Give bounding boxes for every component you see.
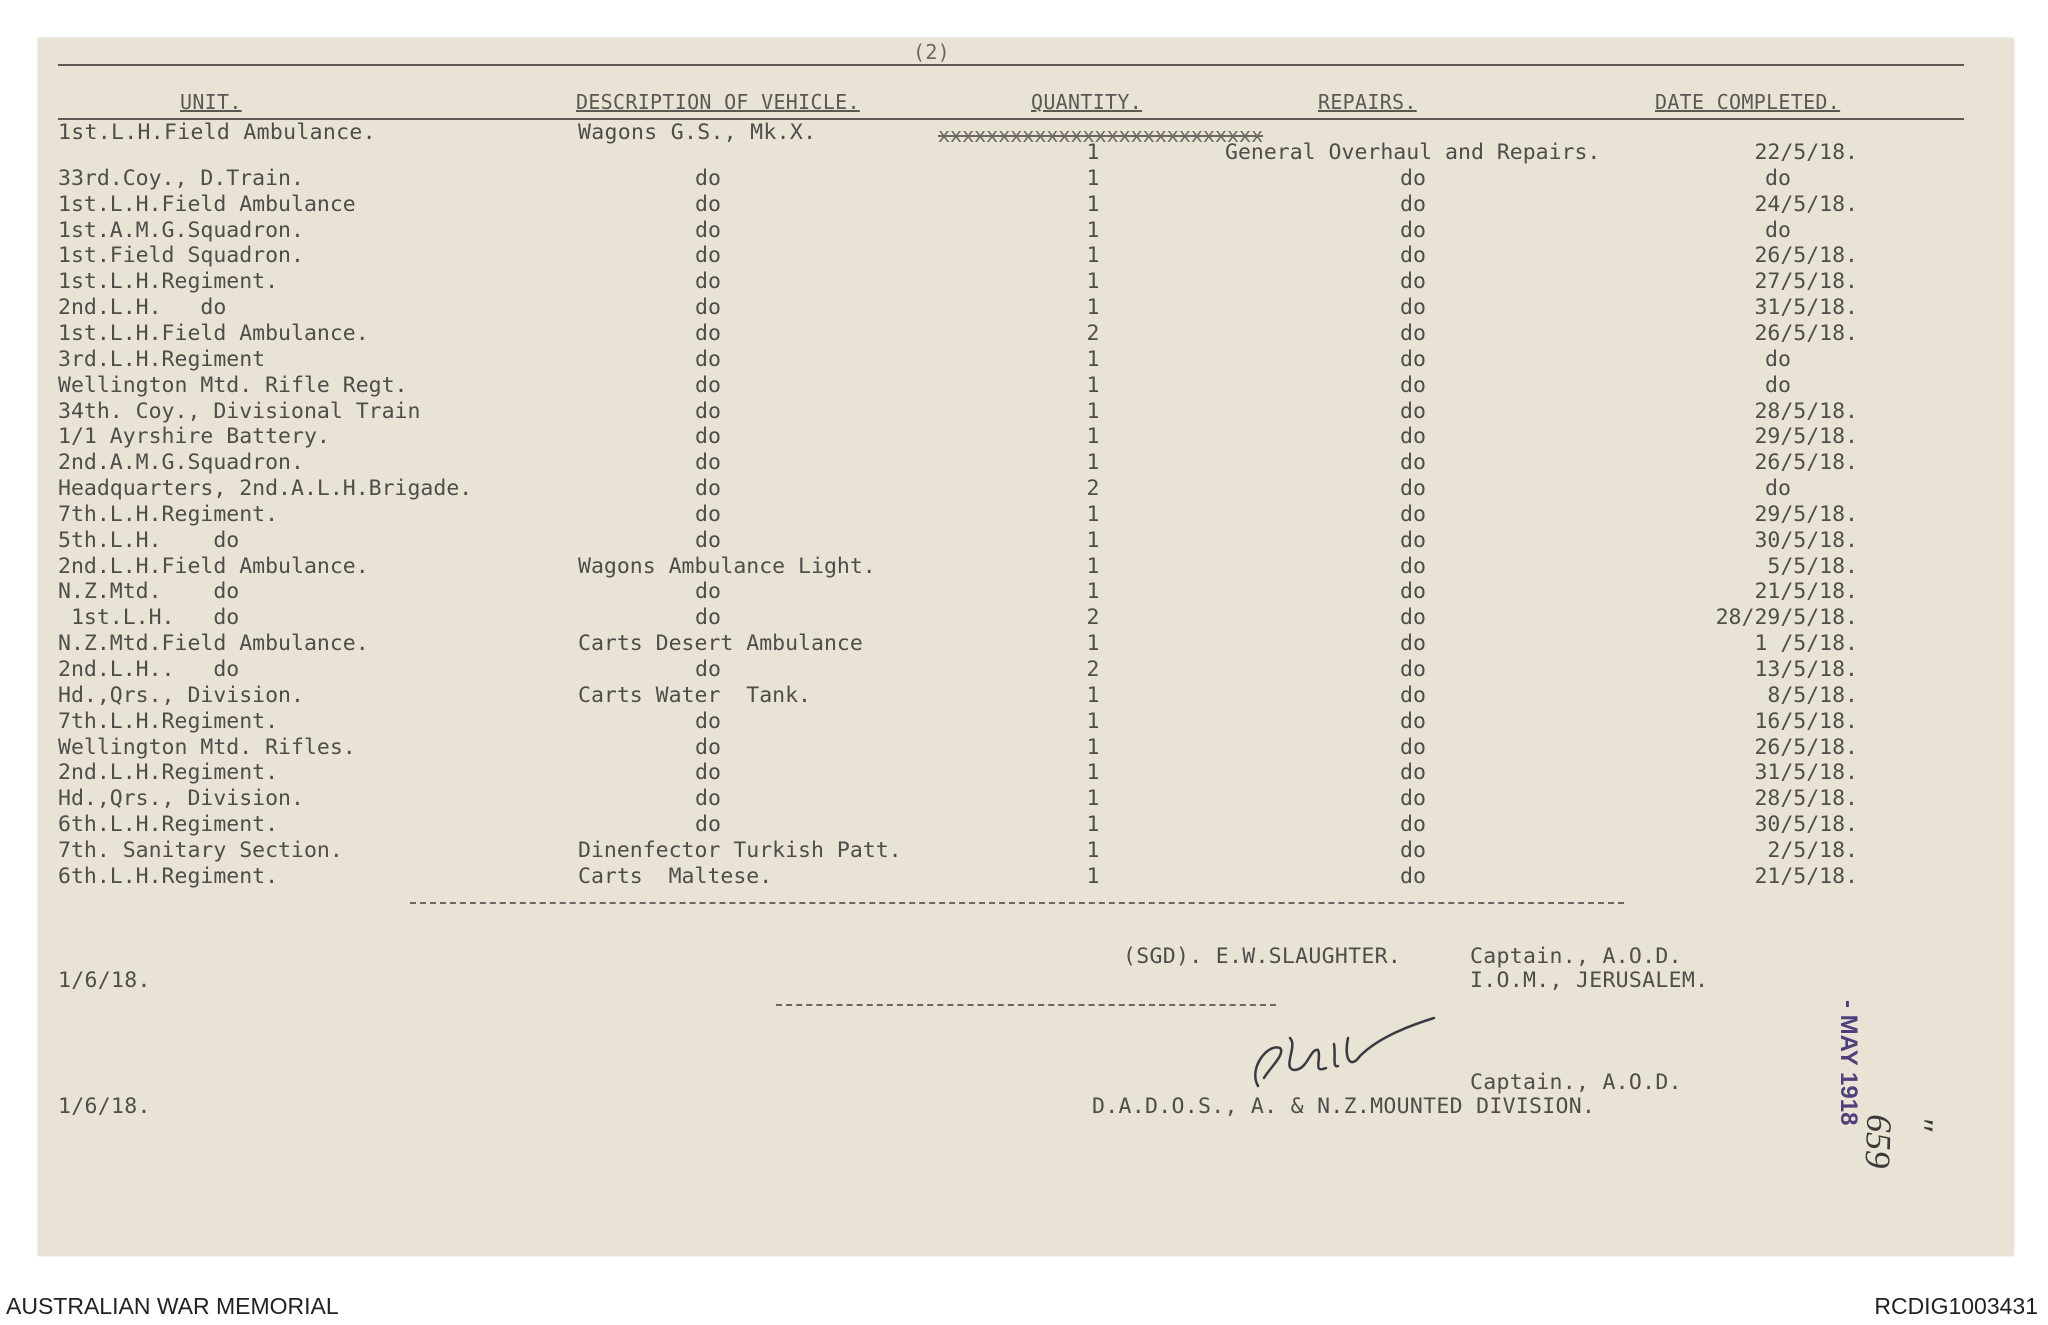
signoff2-office: D.A.D.O.S., A. & N.Z.MOUNTED DIVISION.	[1092, 1094, 1596, 1119]
repairs-cell: do	[1400, 502, 1426, 527]
unit-cell: Wellington Mtd. Rifle Regt.	[58, 373, 408, 398]
table-row	[38, 424, 2014, 450]
repairs-cell: do	[1400, 424, 1426, 449]
first-row-description: Wagons G.S., Mk.X.	[578, 120, 817, 145]
unit-cell: Wellington Mtd. Rifles.	[58, 735, 356, 760]
unit-cell: 2nd.L.H.Field Ambulance.	[58, 554, 369, 579]
repairs-cell: do	[1400, 399, 1426, 424]
date-cell: 21/5/18.	[1754, 864, 1858, 889]
date-cell: 26/5/18.	[1754, 735, 1858, 760]
unit-cell: 1st.L.H. do	[58, 605, 240, 630]
repairs-cell: do	[1400, 709, 1426, 734]
date-cell: do	[1765, 218, 1791, 243]
description-cell: do	[695, 373, 721, 398]
unit-cell: 1st.L.H.Field Ambulance.	[58, 321, 369, 346]
unit-cell: 1st.A.M.G.Squadron.	[58, 218, 304, 243]
unit-cell: 5th.L.H. do	[58, 528, 240, 553]
quantity-cell: 1	[1086, 838, 1100, 863]
table-row	[38, 683, 2014, 709]
header-unit: UNIT.	[180, 90, 242, 114]
description-cell: do	[695, 243, 721, 268]
signoff2-date: 1/6/18.	[58, 1094, 151, 1119]
struck-through-text: xxxxxxxxxxxxxxxxxxxxxxxxxxx	[938, 123, 1264, 147]
signoff2-rank: Captain., A.O.D.	[1470, 1070, 1682, 1095]
date-cell: 21/5/18.	[1754, 579, 1858, 604]
date-cell: 16/5/18.	[1754, 709, 1858, 734]
table-row	[38, 709, 2014, 735]
signoff1-office: I.O.M., JERUSALEM.	[1470, 968, 1709, 993]
unit-cell: 1st.L.H.Field Ambulance	[58, 192, 356, 217]
date-cell: 26/5/18.	[1754, 243, 1858, 268]
quantity-cell: 1	[1086, 192, 1100, 217]
description-cell: do	[695, 502, 721, 527]
date-cell: do	[1765, 166, 1791, 191]
table-row	[38, 502, 2014, 528]
repairs-cell: General Overhaul and Repairs.	[1225, 140, 1601, 165]
date-cell: 24/5/18.	[1754, 192, 1858, 217]
repairs-cell: do	[1400, 476, 1426, 501]
date-cell: 26/5/18.	[1754, 450, 1858, 475]
repairs-cell: do	[1400, 735, 1426, 760]
table-row	[38, 321, 2014, 347]
quantity-cell: 1	[1086, 166, 1100, 191]
description-cell: do	[695, 192, 721, 217]
date-cell: 2/5/18.	[1767, 838, 1858, 863]
date-cell: 28/5/18.	[1754, 399, 1858, 424]
unit-cell: N.Z.Mtd. do	[58, 579, 240, 604]
table-row	[38, 864, 2014, 890]
repairs-cell: do	[1400, 554, 1426, 579]
quantity-cell: 2	[1086, 657, 1100, 682]
quantity-cell: 2	[1086, 476, 1100, 501]
quantity-cell: 1	[1086, 347, 1100, 372]
table-row	[38, 554, 2014, 580]
quantity-cell: 1	[1086, 579, 1100, 604]
quantity-cell: 2	[1086, 605, 1100, 630]
description-cell: do	[695, 321, 721, 346]
unit-cell: Hd.,Qrs., Division.	[58, 786, 304, 811]
table-row	[38, 528, 2014, 554]
quantity-cell: 1	[1086, 735, 1100, 760]
description-cell: do	[695, 476, 721, 501]
repairs-cell: do	[1400, 605, 1426, 630]
description-cell: Dinenfector Turkish Patt.	[578, 838, 902, 863]
quantity-cell: 1	[1086, 760, 1100, 785]
date-cell: 29/5/18.	[1754, 424, 1858, 449]
repairs-cell: do	[1400, 269, 1426, 294]
description-cell: do	[695, 399, 721, 424]
description-cell: Carts Desert Ambulance	[578, 631, 863, 656]
description-cell: do	[695, 605, 721, 630]
table-row	[38, 812, 2014, 838]
description-cell: do	[695, 735, 721, 760]
description-cell: do	[695, 295, 721, 320]
table-row	[38, 399, 2014, 425]
header-quantity: QUANTITY.	[1031, 90, 1143, 114]
unit-cell: 2nd.L.H. do	[58, 295, 227, 320]
header-repairs: REPAIRS.	[1318, 90, 1417, 114]
table-row	[38, 605, 2014, 631]
table-row	[38, 657, 2014, 683]
table-row	[38, 295, 2014, 321]
quantity-cell: 1	[1086, 399, 1100, 424]
table-row	[38, 579, 2014, 605]
repairs-cell: do	[1400, 864, 1426, 889]
unit-cell: 33rd.Coy., D.Train.	[58, 166, 304, 191]
table-row	[38, 631, 2014, 657]
unit-cell: 2nd.A.M.G.Squadron.	[58, 450, 304, 475]
document-sheet	[38, 38, 2014, 1256]
quantity-cell: 1	[1086, 450, 1100, 475]
footer-left: AUSTRALIAN WAR MEMORIAL	[6, 1293, 339, 1319]
repairs-cell: do	[1400, 528, 1426, 553]
repairs-cell: do	[1400, 347, 1426, 372]
repairs-cell: do	[1400, 579, 1426, 604]
table-row	[38, 450, 2014, 476]
quantity-cell: 1	[1086, 502, 1100, 527]
table-row	[38, 243, 2014, 269]
quantity-cell: 1	[1086, 140, 1100, 165]
signoff1-rank: Captain., A.O.D.	[1470, 944, 1682, 969]
quantity-cell: 1	[1086, 631, 1100, 656]
date-cell: do	[1765, 373, 1791, 398]
description-cell: Carts Maltese.	[578, 864, 773, 889]
quantity-cell: 2	[1086, 321, 1100, 346]
date-cell: 27/5/18.	[1754, 269, 1858, 294]
table-row	[38, 218, 2014, 244]
quantity-cell: 1	[1086, 528, 1100, 553]
table-end-rule	[410, 902, 1624, 904]
description-cell: Carts Water Tank.	[578, 683, 811, 708]
quantity-cell: 1	[1086, 786, 1100, 811]
repairs-cell: do	[1400, 838, 1426, 863]
unit-cell: 6th.L.H.Regiment.	[58, 812, 279, 837]
repairs-cell: do	[1400, 683, 1426, 708]
date-cell: 1 /5/18.	[1754, 631, 1858, 656]
unit-cell: 3rd.L.H.Regiment	[58, 347, 266, 372]
repairs-cell: do	[1400, 295, 1426, 320]
description-cell: do	[695, 450, 721, 475]
top-rule	[58, 64, 1964, 66]
unit-cell: 2nd.L.H.Regiment.	[58, 760, 279, 785]
quantity-cell: 1	[1086, 243, 1100, 268]
unit-cell: 2nd.L.H.. do	[58, 657, 240, 682]
unit-cell: 7th.L.H.Regiment.	[58, 502, 279, 527]
date-cell: do	[1765, 476, 1791, 501]
quantity-cell: 1	[1086, 424, 1100, 449]
table-row	[38, 760, 2014, 786]
unit-cell: 1/1 Ayrshire Battery.	[58, 424, 330, 449]
date-cell: 30/5/18.	[1754, 812, 1858, 837]
quantity-cell: 1	[1086, 295, 1100, 320]
description-cell: do	[695, 166, 721, 191]
repairs-cell: do	[1400, 192, 1426, 217]
unit-cell: Headquarters, 2nd.A.L.H.Brigade.	[58, 476, 473, 501]
description-cell: do	[695, 424, 721, 449]
unit-cell: 1st.Field Squadron.	[58, 243, 304, 268]
unit-cell: 1st.L.H.Regiment.	[58, 269, 279, 294]
date-received-stamp: - MAY 1918	[1835, 1000, 1862, 1126]
date-cell: 30/5/18.	[1754, 528, 1858, 553]
first-row-unit: 1st.L.H.Field Ambulance.	[58, 120, 376, 145]
description-cell: do	[695, 269, 721, 294]
handwritten-signature	[1238, 1008, 1438, 1098]
date-cell: 28/5/18.	[1754, 786, 1858, 811]
unit-cell: 34th. Coy., Divisional Train	[58, 399, 421, 424]
quantity-cell: 1	[1086, 554, 1100, 579]
table-row	[38, 373, 2014, 399]
quantity-cell: 1	[1086, 683, 1100, 708]
table-row	[38, 347, 2014, 373]
table-row	[38, 735, 2014, 761]
signoff-divider	[776, 1004, 1276, 1006]
description-cell: do	[695, 657, 721, 682]
quantity-cell: 1	[1086, 709, 1100, 734]
date-cell: 5/5/18.	[1767, 554, 1858, 579]
signoff1-date: 1/6/18.	[58, 968, 151, 993]
date-cell: 26/5/18.	[1754, 321, 1858, 346]
date-cell: 8/5/18.	[1767, 683, 1858, 708]
repairs-cell: do	[1400, 321, 1426, 346]
quantity-cell: 1	[1086, 218, 1100, 243]
repairs-cell: do	[1400, 657, 1426, 682]
description-cell: do	[695, 528, 721, 553]
unit-cell: 7th.L.H.Regiment.	[58, 709, 279, 734]
table-row	[38, 476, 2014, 502]
page-number: 659	[1857, 1113, 1900, 1169]
page-mark: (2)	[913, 40, 951, 64]
date-cell: 13/5/18.	[1754, 657, 1858, 682]
date-cell: do	[1765, 347, 1791, 372]
table-row	[38, 786, 2014, 812]
table-row	[38, 838, 2014, 864]
repairs-cell: do	[1400, 760, 1426, 785]
repairs-cell: do	[1400, 786, 1426, 811]
unit-cell: N.Z.Mtd.Field Ambulance.	[58, 631, 369, 656]
date-cell: 22/5/18.	[1754, 140, 1858, 165]
repairs-cell: do	[1400, 373, 1426, 398]
repairs-cell: do	[1400, 166, 1426, 191]
quantity-cell: 1	[1086, 269, 1100, 294]
quantity-cell: 1	[1086, 812, 1100, 837]
footer-right: RCDIG1003431	[1874, 1293, 2038, 1319]
description-cell: do	[695, 709, 721, 734]
repairs-cell: do	[1400, 631, 1426, 656]
description-cell: do	[695, 218, 721, 243]
description-cell: do	[695, 347, 721, 372]
table-row	[38, 166, 2014, 192]
quantity-cell: 1	[1086, 373, 1100, 398]
date-cell: 31/5/18.	[1754, 760, 1858, 785]
date-cell: 28/29/5/18.	[1715, 605, 1858, 630]
date-cell: 29/5/18.	[1754, 502, 1858, 527]
repairs-cell: do	[1400, 218, 1426, 243]
repairs-cell: do	[1400, 450, 1426, 475]
page-number-mark: ″	[1900, 1115, 1942, 1132]
handwritten-page-number	[1857, 1096, 1985, 1172]
signoff1-signed: (SGD). E.W.SLAUGHTER.	[1123, 944, 1402, 969]
description-cell: do	[695, 786, 721, 811]
unit-cell: 6th.L.H.Regiment.	[58, 864, 279, 889]
quantity-cell: 1	[1086, 864, 1100, 889]
repairs-cell: do	[1400, 812, 1426, 837]
date-cell: 31/5/18.	[1754, 295, 1858, 320]
description-cell: do	[695, 579, 721, 604]
description-cell: do	[695, 812, 721, 837]
unit-cell: Hd.,Qrs., Division.	[58, 683, 304, 708]
unit-cell: 7th. Sanitary Section.	[58, 838, 343, 863]
table-row	[38, 140, 2014, 166]
header-description: DESCRIPTION OF VEHICLE.	[576, 90, 860, 114]
description-cell: do	[695, 760, 721, 785]
table-row	[38, 192, 2014, 218]
repairs-cell: do	[1400, 243, 1426, 268]
description-cell: Wagons Ambulance Light.	[578, 554, 876, 579]
table-row	[38, 269, 2014, 295]
header-date: DATE COMPLETED.	[1655, 90, 1841, 114]
